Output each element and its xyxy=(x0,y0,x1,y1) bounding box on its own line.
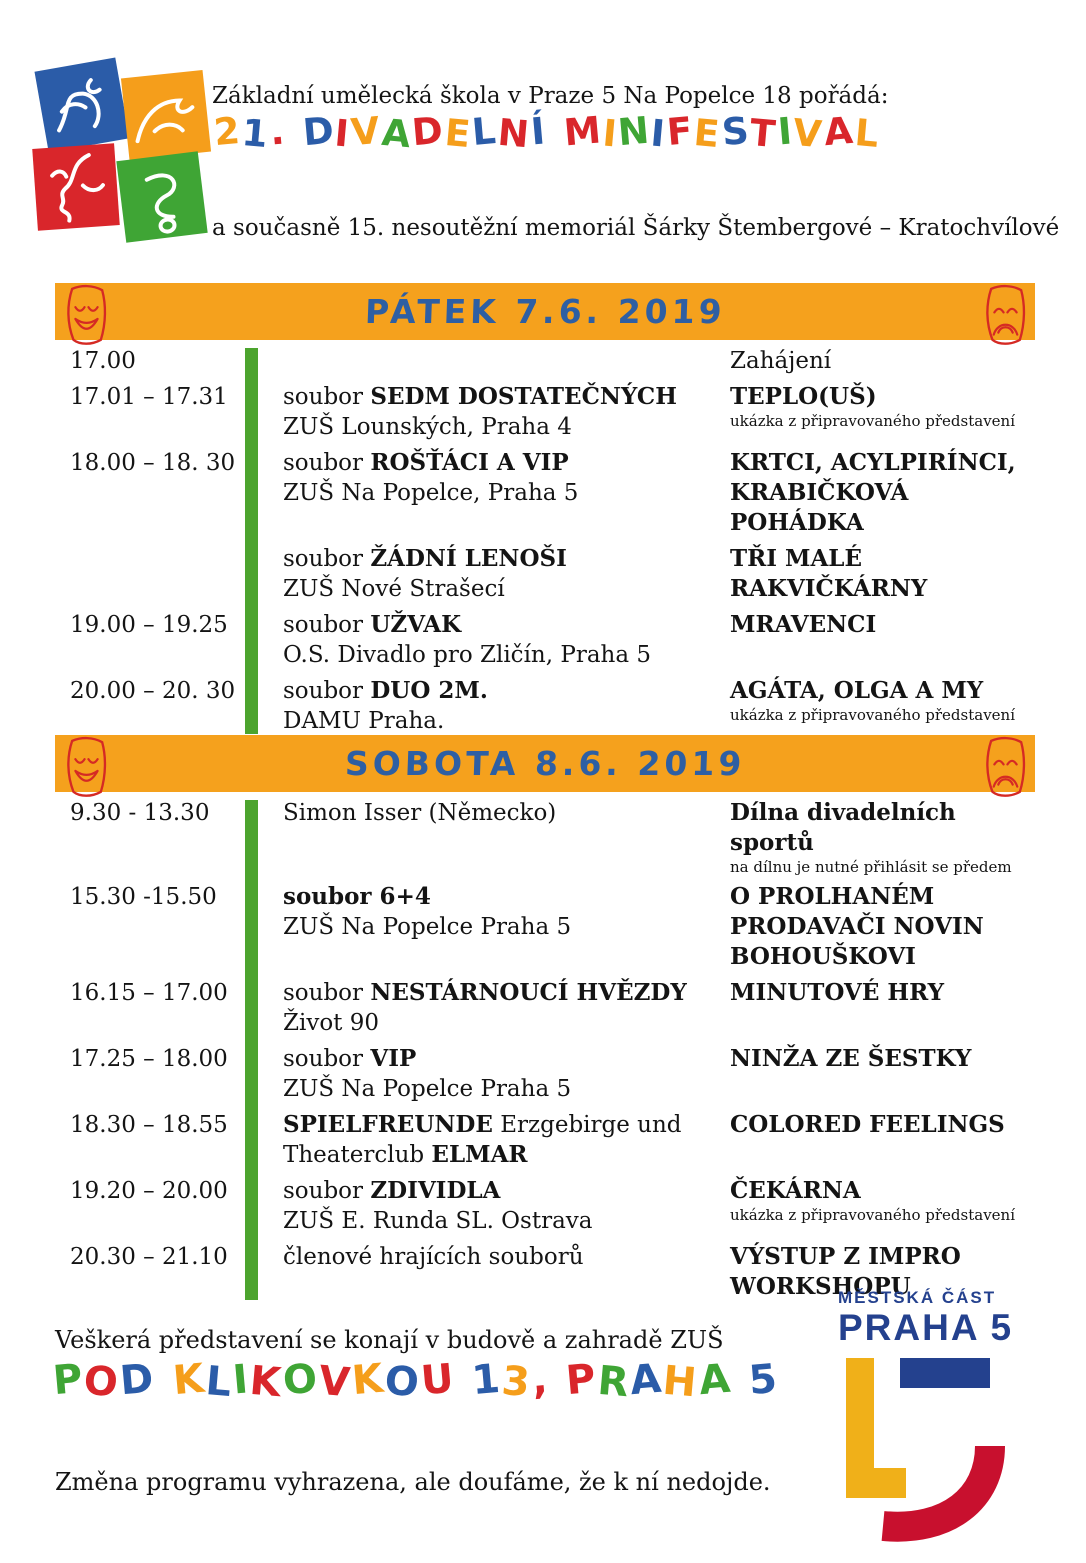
organizer-line: Základní umělecká škola v Praze 5 Na Popelce 18 pořádá: xyxy=(212,83,889,109)
time-slot: 17.01 – 17.31 xyxy=(70,384,228,410)
plain-text: soubor xyxy=(283,612,371,638)
plain-text: Život 90 xyxy=(283,1010,379,1036)
plain-text: ZUŠ Na Popelce Praha 5 xyxy=(283,1076,572,1102)
friday-schedule xyxy=(55,346,1035,742)
plain-text: ZUŠ Na Popelce, Praha 5 xyxy=(283,480,579,506)
ensemble-line xyxy=(283,1044,730,1074)
colored-letter: M xyxy=(561,108,603,155)
festival-title xyxy=(213,106,879,158)
bold-text: KRABIČKOVÁ POHÁDKA xyxy=(730,479,909,536)
ensemble-line xyxy=(283,544,730,574)
praha5-five-icon xyxy=(838,1358,1013,1548)
plain-text: členové hrajících souborů xyxy=(283,1244,584,1270)
show-note: ukázka z připravovaného představení xyxy=(730,1206,1015,1224)
bold-text: ČEKÁRNA xyxy=(730,1177,861,1204)
ensemble-line xyxy=(283,1176,730,1206)
green-divider-bar xyxy=(245,800,258,1300)
ensemble-cell xyxy=(283,676,730,736)
schedule-row xyxy=(55,610,1035,670)
bold-text: SEDM DOSTATEČNÝCH xyxy=(370,383,677,410)
plain-text: soubor xyxy=(283,546,371,572)
colored-letter: I xyxy=(775,109,794,154)
bold-text: soubor 6+4 xyxy=(283,883,431,910)
bold-text: NESTÁRNOUCÍ HVĚZDY xyxy=(370,979,687,1006)
show-cell xyxy=(730,798,1035,876)
colored-letter: T xyxy=(748,110,778,157)
schedule-row xyxy=(55,1110,1035,1170)
schedule-row xyxy=(55,1044,1035,1104)
plain-text: soubor xyxy=(283,980,371,1006)
bold-text: KRTCI, ACYLPIRÍNCI, xyxy=(730,449,1016,476)
time-slot: 9.30 - 13.30 xyxy=(70,800,210,826)
face-doodle-icon xyxy=(35,58,130,153)
colored-letter: I xyxy=(333,111,351,156)
ensemble-line xyxy=(283,1110,730,1140)
colored-letter: H xyxy=(661,1357,699,1407)
ensemble-line xyxy=(283,640,730,670)
show-cell xyxy=(730,978,1035,1038)
bold-text: MINUTOVÉ HRY xyxy=(730,979,944,1006)
colored-letter: I xyxy=(600,111,618,156)
comedy-mask-icon xyxy=(63,736,110,798)
colored-letter: U xyxy=(418,1355,456,1405)
time-slot: 17.25 – 18.00 xyxy=(70,1046,228,1072)
time-slot: 19.20 – 20.00 xyxy=(70,1178,228,1204)
colored-letter: E xyxy=(443,110,473,157)
ensemble-cell xyxy=(283,1044,730,1104)
praha5-district-label: MĚSTSKÁ ČÁST xyxy=(838,1288,997,1307)
friday-banner xyxy=(55,283,1035,340)
show-title-line xyxy=(730,346,1035,376)
schedule-row xyxy=(55,882,1035,972)
colored-letter: P xyxy=(51,1355,85,1405)
show-title-line xyxy=(730,544,1035,604)
face-doodle-icon xyxy=(121,70,211,160)
colored-letter: N xyxy=(495,110,531,157)
ensemble-line xyxy=(283,448,730,478)
colored-letter: L xyxy=(470,109,498,154)
schedule-row xyxy=(55,544,1035,604)
face-doodle-icon xyxy=(116,151,207,242)
show-title-line xyxy=(730,1242,1035,1272)
colored-letter: D xyxy=(300,108,336,155)
show-title-line xyxy=(730,1176,1035,1206)
schedule-row xyxy=(55,448,1035,538)
plain-text: ZUŠ Na Popelce Praha 5 xyxy=(283,914,572,940)
colored-letter: P xyxy=(564,1355,598,1405)
colored-letter: S xyxy=(719,108,751,155)
logo-blue-square xyxy=(35,58,130,153)
plain-text: ZUŠ E. Runda SL. Ostrava xyxy=(283,1208,593,1234)
colored-letter: V xyxy=(791,110,824,157)
bold-text: PRODAVAČI NOVIN xyxy=(730,913,984,940)
ensemble-line xyxy=(283,382,730,412)
show-title-line xyxy=(730,978,1035,1008)
schedule-row xyxy=(55,382,1035,442)
plain-text: ZUŠ Nové Strašecí xyxy=(283,576,505,602)
ensemble-line xyxy=(283,978,730,1008)
ensemble-cell xyxy=(283,382,730,442)
schedule-row xyxy=(55,798,1035,876)
time-slot: 17.00 xyxy=(70,348,136,374)
colored-letter: Í xyxy=(528,109,547,154)
show-note: na dílnu je nutné přihlásit se předem xyxy=(730,858,1012,876)
ensemble-line xyxy=(283,1140,730,1170)
plain-text: Zahájení xyxy=(730,348,832,374)
colored-letter: A xyxy=(379,110,413,157)
ensemble-cell xyxy=(283,610,730,670)
bold-text: WORKSHOPU xyxy=(730,1273,911,1300)
venue-line: Veškerá představení se konají v budově a zahradě ZUŠ xyxy=(55,1326,724,1354)
colored-letter: O xyxy=(382,1357,421,1407)
plain-text: soubor xyxy=(283,384,371,410)
show-cell xyxy=(730,448,1035,538)
plain-text: Simon Isser (Německo) xyxy=(283,800,557,826)
bold-text: ROŠŤÁCI A VIP xyxy=(370,449,569,476)
ensemble-line xyxy=(283,574,730,604)
bold-text: ELMAR xyxy=(431,1141,528,1168)
colored-letter: 1 xyxy=(470,1355,503,1405)
colored-letter: , xyxy=(530,1356,550,1404)
colored-letter: K xyxy=(170,1355,206,1405)
green-divider-bar xyxy=(245,348,258,734)
ensemble-cell xyxy=(283,544,730,604)
bold-text: Dílna divadelních sportů xyxy=(730,799,956,856)
show-cell xyxy=(730,382,1035,442)
time-slot: 15.30 -15.50 xyxy=(70,884,217,910)
show-title-line xyxy=(730,610,1035,640)
show-cell xyxy=(730,346,1035,376)
ensemble-cell xyxy=(283,882,730,972)
saturday-schedule xyxy=(55,798,1035,1308)
colored-letter: F xyxy=(665,108,695,155)
bold-text: O PROLHANÉM xyxy=(730,883,935,910)
program-change-note: Změna programu vyhrazena, ale doufáme, že k ní nedojde. xyxy=(55,1468,771,1496)
show-note: ukázka z připravovaného představení xyxy=(730,412,1015,430)
plain-text: soubor xyxy=(283,450,371,476)
plain-text: soubor xyxy=(283,678,371,704)
ensemble-line xyxy=(283,610,730,640)
schedule-row xyxy=(55,346,1035,376)
ensemble-cell xyxy=(283,798,730,876)
bold-text: ŽÁDNÍ LENOŠI xyxy=(370,545,567,572)
ensemble-cell xyxy=(283,1110,730,1170)
ensemble-cell xyxy=(283,448,730,538)
colored-letter: V xyxy=(316,1357,352,1407)
ensemble-cell xyxy=(283,978,730,1038)
time-slot: 20.30 – 21.10 xyxy=(70,1244,228,1270)
colored-letter: A xyxy=(822,108,855,155)
colored-letter: I xyxy=(649,111,667,156)
logo-orange-square xyxy=(121,70,211,160)
show-cell xyxy=(730,1176,1035,1236)
show-title-line xyxy=(730,912,1035,942)
colored-letter: K xyxy=(247,1357,283,1407)
time-slot: 16.15 – 17.00 xyxy=(70,980,228,1006)
colored-letter: O xyxy=(82,1357,121,1407)
colored-letter: A xyxy=(696,1355,732,1405)
schedule-row xyxy=(55,978,1035,1038)
praha5-name-label: PRAHA 5 xyxy=(838,1307,1014,1348)
bold-text: SPIELFREUNDE xyxy=(283,1111,493,1138)
colored-letter: L xyxy=(852,111,880,156)
ensemble-line xyxy=(283,478,730,508)
praha5-logo xyxy=(838,1288,1048,1548)
friday-banner-title: PÁTEK 7.6. 2019 xyxy=(364,292,726,331)
bold-text: NINŽA ZE ŠESTKY xyxy=(730,1045,972,1072)
colored-letter: D xyxy=(118,1355,156,1405)
saturday-banner-title: SOBOTA 8.6. 2019 xyxy=(344,744,746,783)
ensemble-line xyxy=(283,676,730,706)
memorial-subtitle: a současně 15. nesoutěžní memoriál Šárky Štembergové – Kratochvílové xyxy=(212,215,1060,241)
show-cell xyxy=(730,1044,1035,1104)
bold-text: AGÁTA, OLGA A MY xyxy=(730,677,984,704)
ensemble-line xyxy=(283,882,730,912)
bold-text: TŘI MALÉ RAKVIČKÁRNY xyxy=(730,545,928,602)
colored-letter: R xyxy=(595,1357,631,1407)
show-cell xyxy=(730,544,1035,604)
ensemble-line xyxy=(283,798,730,828)
bold-text: ZDIVIDLA xyxy=(370,1177,501,1204)
time-slot: 19.00 – 19.25 xyxy=(70,612,228,638)
colored-letter: N xyxy=(616,108,652,155)
colored-letter: 1 xyxy=(239,110,270,157)
tragedy-mask-icon xyxy=(982,736,1029,798)
face-doodle-icon xyxy=(32,143,120,231)
plain-text: ZUŠ Lounských, Praha 4 xyxy=(283,414,572,440)
ensemble-cell xyxy=(283,346,730,376)
bold-text: TEPLO(UŠ) xyxy=(730,383,877,410)
bold-text: MRAVENCI xyxy=(730,611,877,638)
comedy-mask-icon xyxy=(63,284,110,346)
colored-letter: L xyxy=(203,1357,233,1407)
show-title-line xyxy=(730,882,1035,912)
colored-letter: I xyxy=(231,1356,250,1404)
bold-text: VIP xyxy=(370,1045,417,1072)
saturday-banner xyxy=(55,735,1035,792)
ensemble-line xyxy=(283,912,730,942)
colored-letter: A xyxy=(628,1355,664,1405)
colored-letter: . xyxy=(267,109,286,154)
colored-letter: 3 xyxy=(500,1357,532,1407)
show-cell xyxy=(730,1110,1035,1170)
show-title-line xyxy=(730,676,1035,706)
bold-text: COLORED FEELINGS xyxy=(730,1111,1005,1138)
ensemble-line xyxy=(283,412,730,442)
show-title-line xyxy=(730,1044,1035,1074)
time-slot: 18.30 – 18.55 xyxy=(70,1112,228,1138)
plain-text: Theaterclub xyxy=(283,1142,432,1168)
bold-text: DUO 2M. xyxy=(370,677,488,704)
logo-red-square xyxy=(32,143,120,231)
show-cell xyxy=(730,676,1035,736)
address-title xyxy=(52,1352,778,1408)
show-title-line xyxy=(730,798,1035,858)
colored-letter: V xyxy=(349,108,382,155)
bold-text: VÝSTUP Z IMPRO xyxy=(730,1243,961,1270)
plain-text: soubor xyxy=(283,1046,371,1072)
schedule-row xyxy=(55,1176,1035,1236)
time-slot: 18.00 – 18. 30 xyxy=(70,450,236,476)
show-title-line xyxy=(730,448,1035,478)
colored-letter: K xyxy=(349,1355,385,1405)
show-title-line xyxy=(730,382,1035,412)
show-title-line xyxy=(730,1110,1035,1140)
colored-letter: 5 xyxy=(746,1355,779,1405)
ensemble-line xyxy=(283,1242,730,1272)
ensemble-cell xyxy=(283,1242,730,1302)
colored-letter: D xyxy=(410,108,445,155)
bold-text: UŽVAK xyxy=(370,611,462,638)
ensemble-line xyxy=(283,1008,730,1038)
logo-green-square xyxy=(116,151,207,242)
ensemble-line xyxy=(283,1206,730,1236)
schedule-row xyxy=(55,676,1035,736)
time-slot: 20.00 – 20. 30 xyxy=(70,678,236,704)
school-logo xyxy=(33,58,211,230)
colored-letter: E xyxy=(692,110,722,157)
colored-letter: 2 xyxy=(212,108,242,155)
plain-text: Erzgebirge und xyxy=(492,1112,682,1138)
bold-text: BOHOUŠKOVI xyxy=(730,943,916,970)
ensemble-cell xyxy=(283,1176,730,1236)
plain-text: soubor xyxy=(283,1178,371,1204)
show-cell xyxy=(730,882,1035,972)
ensemble-line xyxy=(283,706,730,736)
show-title-line xyxy=(730,942,1035,972)
colored-letter: O xyxy=(280,1355,319,1405)
show-cell xyxy=(730,610,1035,670)
tragedy-mask-icon xyxy=(982,284,1029,346)
plain-text: O.S. Divadlo pro Zličín, Praha 5 xyxy=(283,642,652,668)
show-title-line xyxy=(730,478,1035,538)
show-note: ukázka z připravovaného představení xyxy=(730,706,1015,724)
ensemble-line xyxy=(283,1074,730,1104)
plain-text: DAMU Praha. xyxy=(283,708,445,734)
